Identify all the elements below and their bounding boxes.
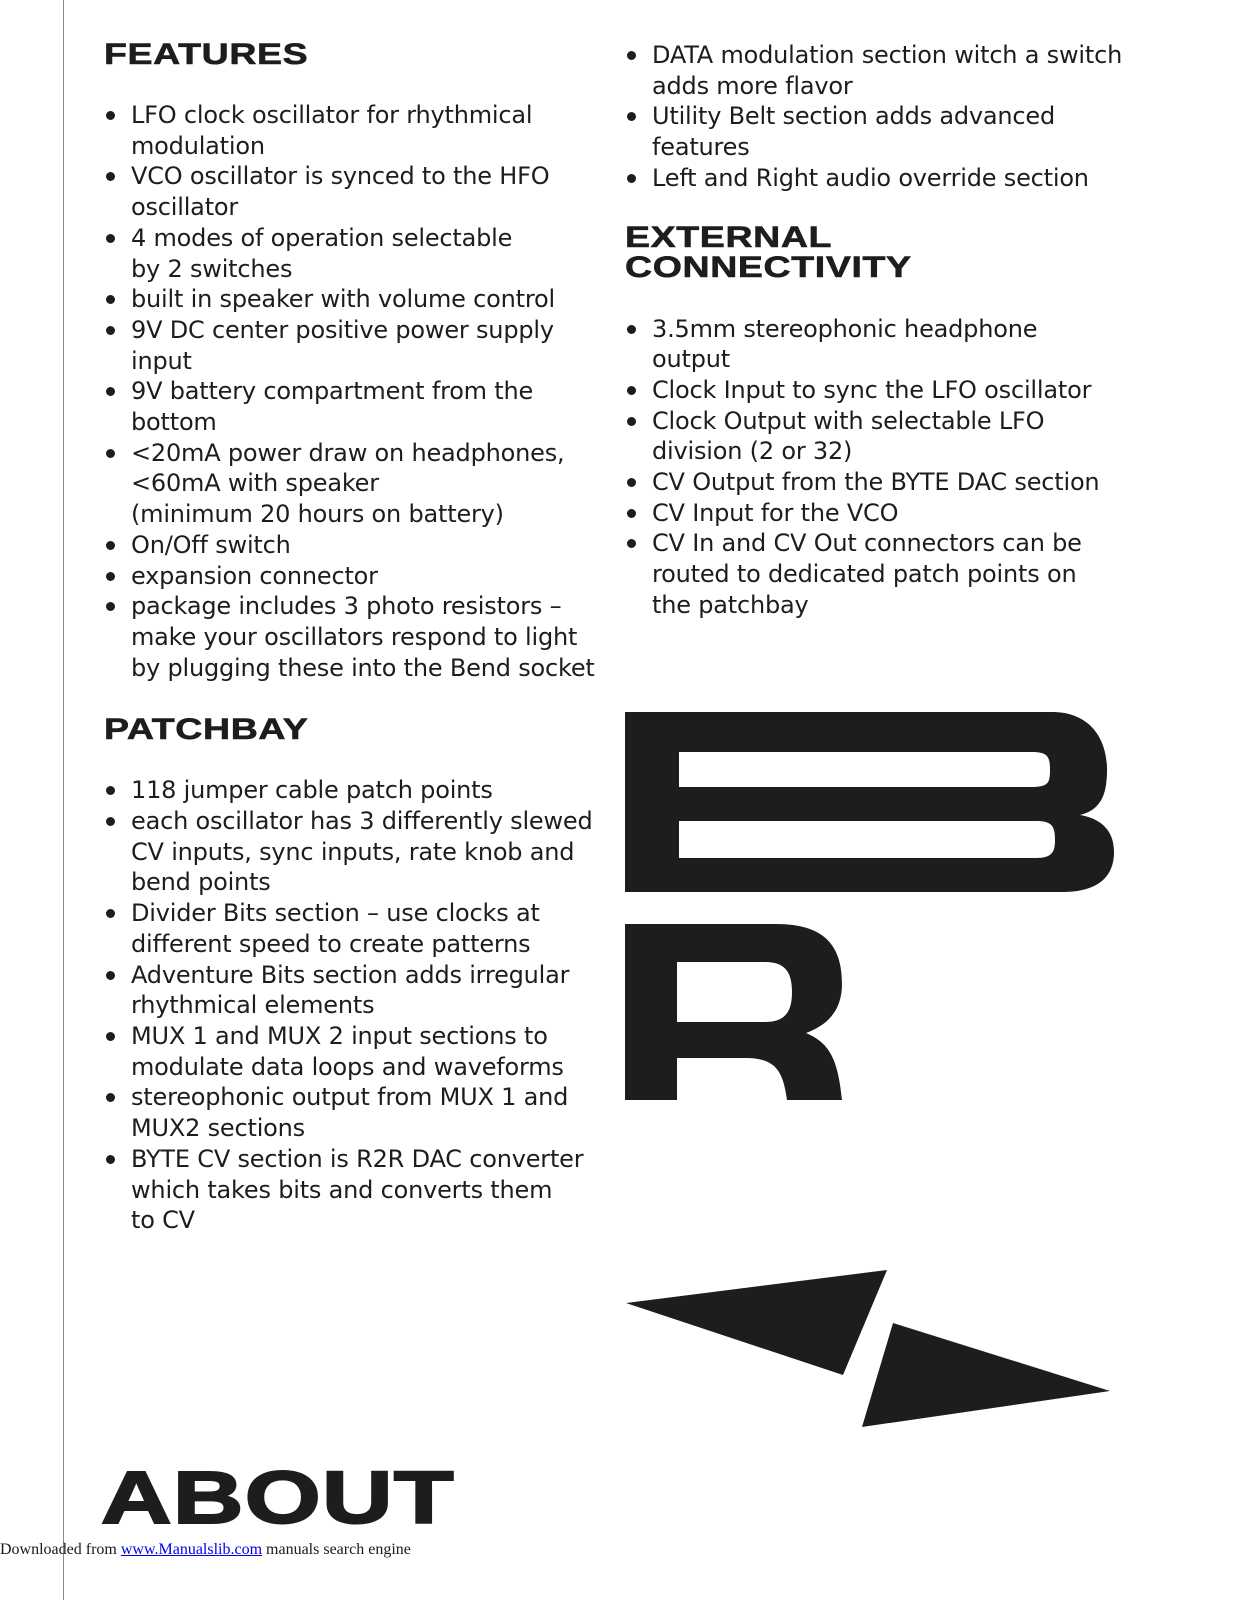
heading-line: EXTERNAL <box>625 220 833 254</box>
bullet-line: each oscillator has 3 differently slewed <box>131 807 593 836</box>
heading-line: CONNECTIVITY <box>625 250 912 284</box>
bullet-line: CV Output from the BYTE DAC section <box>652 468 1100 497</box>
bullet-line: features <box>652 133 750 162</box>
brand-letter-r <box>625 924 842 1100</box>
bullet-line: rhythmical elements <box>131 991 375 1020</box>
bullet-line: built in speaker with volume control <box>131 285 555 314</box>
bullet-line: 118 jumper cable patch points <box>131 776 493 805</box>
bullet-line: <20mA power draw on headphones, <box>131 438 565 467</box>
bullet-line: by plugging these into the Bend socket <box>131 653 595 682</box>
bullet-line: Left and Right audio override section <box>652 163 1089 192</box>
bullet-line: division (2 or 32) <box>652 437 853 466</box>
bullet-line: bottom <box>131 408 217 437</box>
bullet-line: input <box>131 346 192 375</box>
bullet-line: Clock Output with selectable LFO <box>652 406 1045 435</box>
page-title: ABOUT <box>101 1456 455 1539</box>
bullet-line: different speed to create patterns <box>131 929 531 958</box>
bullet-line: DATA modulation section witch a switch <box>652 41 1123 69</box>
bullet-line: 4 modes of operation selectable <box>131 223 513 252</box>
footer-prefix: Downloaded from <box>0 1541 121 1558</box>
bullet-line: VCO oscillator is synced to the HFO <box>131 162 550 191</box>
footer-suffix: manuals search engine <box>262 1541 411 1558</box>
bullet-line: <60mA with speaker <box>131 469 379 498</box>
bullet-line: CV In and CV Out connectors can be <box>652 529 1082 558</box>
bullet-line: which takes bits and converts them <box>131 1175 553 1204</box>
bullet-line: CV Input for the VCO <box>652 498 899 527</box>
bullet-line: On/Off switch <box>131 530 291 559</box>
bullet-line: bend points <box>131 868 271 897</box>
bullet-line: Adventure Bits section adds irregular <box>131 960 570 989</box>
bullet-line: oscillator <box>131 193 239 222</box>
bullet-line: modulation <box>131 131 265 160</box>
double-arrow-icon <box>626 1270 1110 1427</box>
bullet-line: routed to dedicated patch points on <box>652 560 1077 589</box>
bullet-line: output <box>652 345 730 374</box>
bullet-line: modulate data loops and waveforms <box>131 1052 564 1081</box>
bullet-line: Divider Bits section – use clocks at <box>131 899 540 928</box>
bullet-line: LFO clock oscillator for rhythmical <box>131 101 533 129</box>
patchbay-heading: PATCHBAY <box>104 713 309 747</box>
bullet-line: Clock Input to sync the LFO oscillator <box>652 375 1092 404</box>
bullet-line: (minimum 20 hours on battery) <box>131 500 504 529</box>
bullet-line: make your oscillators respond to light <box>131 622 578 651</box>
bullet-line: Utility Belt section adds advanced <box>652 102 1055 131</box>
bullet-line: adds more flavor <box>652 71 853 100</box>
bullet-line: to CV <box>131 1206 195 1235</box>
brand-letter-b <box>625 712 1114 892</box>
bullet-line: stereophonic output from MUX 1 and <box>131 1083 569 1112</box>
bullet-line: the patchbay <box>652 590 809 619</box>
bullet-line: by 2 switches <box>131 254 293 283</box>
bullet-line: expansion connector <box>131 561 378 590</box>
features-heading: FEATURES <box>104 38 309 71</box>
bullet-line: 9V DC center positive power supply <box>131 315 554 344</box>
download-footer <box>0 1541 411 1559</box>
bullet-line: package includes 3 photo resistors – <box>131 592 562 621</box>
bullet-line: MUX2 sections <box>131 1114 305 1143</box>
bullet-line: 9V battery compartment from the <box>131 377 534 406</box>
bullet-line: 3.5mm stereophonic headphone <box>652 314 1038 343</box>
bullet-line: MUX 1 and MUX 2 input sections to <box>131 1021 548 1050</box>
bullet-line: BYTE CV section is R2R DAC converter <box>131 1144 584 1173</box>
manualslib-link[interactable]: www.Manualslib.com <box>120 1541 263 1558</box>
bullet-line: CV inputs, sync inputs, rate knob and <box>131 837 575 866</box>
